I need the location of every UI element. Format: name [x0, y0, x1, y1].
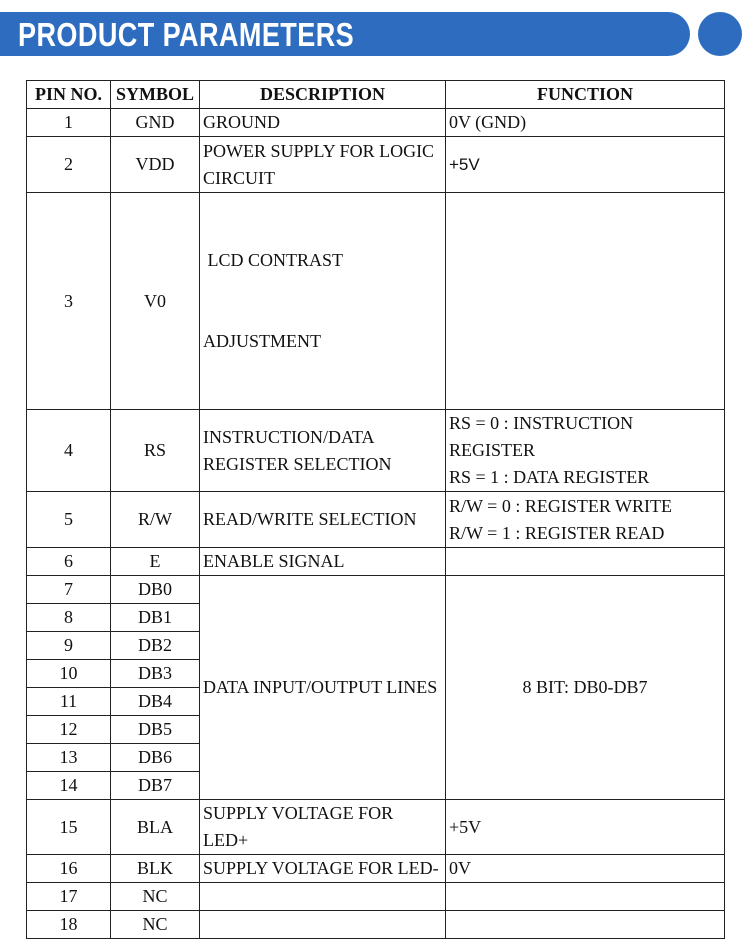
pin-description	[200, 137, 446, 193]
pin-number: 17	[27, 883, 111, 911]
pin-symbol: VDD	[111, 137, 200, 193]
pin-function: 0V	[446, 855, 725, 883]
data-lines-function: 8 BIT: DB0-DB7	[446, 576, 725, 800]
pin-function	[446, 410, 725, 492]
pin-symbol: DB2	[111, 632, 200, 660]
table-row	[27, 911, 725, 939]
description-line: POWER SUPPLY FOR LOGIC	[203, 140, 435, 161]
pin-function	[446, 548, 725, 576]
parameters-table	[26, 80, 725, 939]
pin-function	[446, 193, 725, 410]
table-row	[27, 576, 725, 604]
function-line: R/W = 1 : REGISTER READ	[449, 522, 665, 543]
pin-description: ENABLE SIGNAL	[200, 548, 446, 576]
pin-symbol: DB6	[111, 744, 200, 772]
pin-description: READ/WRITE SELECTION	[200, 492, 446, 548]
description-line: LCD CONTRAST	[203, 250, 344, 270]
pin-function: +5V	[446, 137, 725, 193]
pin-number: 4	[27, 410, 111, 492]
pin-description	[200, 883, 446, 911]
table-row	[27, 137, 725, 193]
header-symbol: SYMBOL	[111, 81, 200, 109]
page-title: PRODUCT PARAMETERS	[18, 16, 355, 53]
decorative-circle	[698, 12, 742, 56]
pin-symbol: DB5	[111, 716, 200, 744]
pin-function: 0V (GND)	[446, 109, 725, 137]
table-row	[27, 193, 725, 410]
pin-description: SUPPLY VOLTAGE FOR LED-	[200, 855, 446, 883]
description-line: CIRCUIT	[203, 167, 275, 188]
pin-symbol: DB4	[111, 688, 200, 716]
pin-symbol: RS	[111, 410, 200, 492]
pin-symbol: V0	[111, 193, 200, 410]
pin-number: 13	[27, 744, 111, 772]
pin-symbol: NC	[111, 911, 200, 939]
pin-number: 3	[27, 193, 111, 410]
pin-description: SUPPLY VOLTAGE FOR LED+	[200, 800, 446, 855]
pin-symbol: DB1	[111, 604, 200, 632]
function-line: RS = 1 : DATA REGISTER	[449, 467, 650, 487]
pin-function	[446, 911, 725, 939]
pin-number: 8	[27, 604, 111, 632]
pin-description	[200, 410, 446, 492]
description-line: INSTRUCTION/DATA	[203, 426, 375, 447]
description-line: REGISTER SELECTION	[203, 453, 392, 474]
pin-number: 5	[27, 492, 111, 548]
function-line: R/W = 0 : REGISTER WRITE	[449, 495, 672, 516]
title-banner	[0, 12, 690, 56]
pin-number: 15	[27, 800, 111, 855]
pin-symbol: GND	[111, 109, 200, 137]
table-row	[27, 109, 725, 137]
pin-number: 11	[27, 688, 111, 716]
table-row	[27, 855, 725, 883]
pin-number: 6	[27, 548, 111, 576]
pin-symbol: DB7	[111, 772, 200, 800]
pin-symbol: R/W	[111, 492, 200, 548]
pin-number: 10	[27, 660, 111, 688]
table-row	[27, 883, 725, 911]
table-row	[27, 410, 725, 492]
table-row	[27, 800, 725, 855]
pin-number: 14	[27, 772, 111, 800]
pin-description	[200, 911, 446, 939]
header-pin-no: PIN NO.	[27, 81, 111, 109]
pin-number: 2	[27, 137, 111, 193]
table-row	[27, 548, 725, 576]
pin-number: 18	[27, 911, 111, 939]
data-lines-description: DATA INPUT/OUTPUT LINES	[200, 576, 446, 800]
pin-function	[446, 492, 725, 548]
pin-symbol: DB3	[111, 660, 200, 688]
pin-symbol: E	[111, 548, 200, 576]
header-function: FUNCTION	[446, 81, 725, 109]
pin-symbol: DB0	[111, 576, 200, 604]
pin-symbol: BLA	[111, 800, 200, 855]
table-row	[27, 492, 725, 548]
pin-function: +5V	[446, 800, 725, 855]
pin-number: 9	[27, 632, 111, 660]
pin-description: GROUND	[200, 109, 446, 137]
pin-symbol: BLK	[111, 855, 200, 883]
pin-function	[446, 883, 725, 911]
pin-symbol: NC	[111, 883, 200, 911]
pin-description	[200, 193, 446, 410]
table-header-row	[27, 81, 725, 109]
function-line: RS = 0 : INSTRUCTION REGISTER	[449, 413, 634, 460]
header-description: DESCRIPTION	[200, 81, 446, 109]
pin-number: 1	[27, 109, 111, 137]
pin-number: 12	[27, 716, 111, 744]
pin-number: 16	[27, 855, 111, 883]
pin-number: 7	[27, 576, 111, 604]
description-line: ADJUSTMENT	[203, 331, 322, 351]
